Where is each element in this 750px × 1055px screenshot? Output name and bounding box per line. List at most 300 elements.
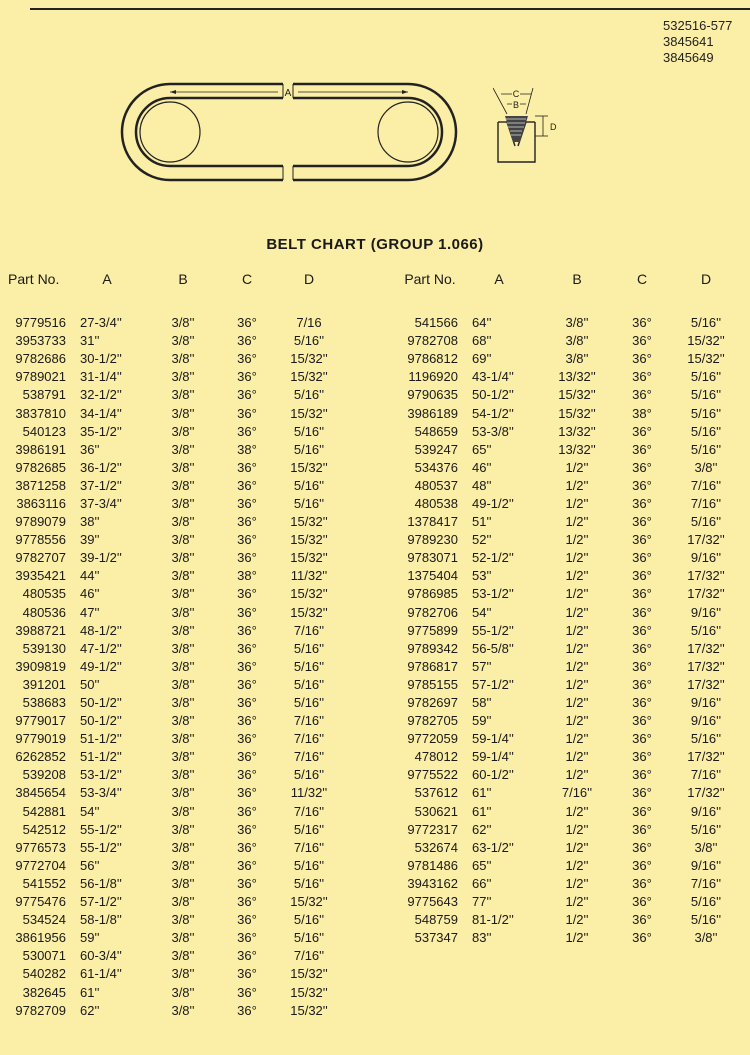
dimension-b-cell: 3/8'' xyxy=(171,713,195,729)
dimension-c-cell: 36° xyxy=(632,622,652,638)
table-row xyxy=(8,404,342,422)
dimension-c-cell: 36° xyxy=(632,839,652,855)
table-row xyxy=(8,893,342,911)
dimension-c-cell: 36° xyxy=(632,387,652,403)
table-row xyxy=(402,314,742,332)
dimension-c-cell: 36° xyxy=(237,713,257,729)
table-row xyxy=(402,730,742,748)
dimension-a-cell: 53-3/4'' xyxy=(80,785,122,801)
dimension-b-cell: 1/2'' xyxy=(565,604,589,620)
dimension-d-cell: 5/16'' xyxy=(690,622,722,638)
dimension-a-cell: 59-1/4'' xyxy=(472,731,514,747)
table-row xyxy=(8,350,342,368)
table-row xyxy=(402,459,742,477)
dimension-d-cell: 7/16'' xyxy=(293,948,325,964)
dimension-b-cell: 1/2'' xyxy=(565,749,589,765)
part-number-cell: 9782705 xyxy=(407,713,458,729)
dimension-b-cell: 3/8'' xyxy=(171,532,195,548)
dimension-c-cell: 38° xyxy=(237,441,257,457)
table-row xyxy=(402,640,742,658)
part-number-cell: 9775522 xyxy=(407,767,458,783)
part-number-cell: 9789230 xyxy=(407,532,458,548)
part-number-cell: 480536 xyxy=(22,604,66,620)
dimension-d-cell: 15/32'' xyxy=(290,369,328,385)
dimension-c-cell: 36° xyxy=(632,713,652,729)
part-number-cell: 9782708 xyxy=(407,333,458,349)
table-row xyxy=(402,441,742,459)
dimension-b-cell: 3/8'' xyxy=(171,894,195,910)
dimension-c-cell: 36° xyxy=(237,731,257,747)
dimension-d-cell: 15/32'' xyxy=(290,984,328,1000)
dimension-a-cell: 49-1/2'' xyxy=(80,658,122,674)
table-row xyxy=(8,368,342,386)
dimension-b-cell: 3/8'' xyxy=(171,441,195,457)
dimension-c-cell: 36° xyxy=(632,532,652,548)
table-row xyxy=(8,875,342,893)
dimension-a-cell: 61-1/4'' xyxy=(80,966,122,982)
table-row xyxy=(402,531,742,549)
dimension-a-cell: 32-1/2'' xyxy=(80,387,122,403)
dimension-b-cell: 1/2'' xyxy=(565,912,589,928)
dimension-b-cell: 3/8'' xyxy=(171,387,195,403)
dimension-d-cell: 9/16'' xyxy=(690,550,722,566)
dimension-d-cell: 15/32'' xyxy=(290,351,328,367)
dimension-b-cell: 3/8'' xyxy=(171,948,195,964)
dimension-a-cell: 59'' xyxy=(472,713,492,729)
dimension-c-cell: 36° xyxy=(237,351,257,367)
part-number-cell: 3871258 xyxy=(15,477,66,493)
table-row xyxy=(402,567,742,585)
part-number-cell: 9781486 xyxy=(407,857,458,873)
dimension-b-cell: 1/2'' xyxy=(565,713,589,729)
dimension-b-cell: 1/2'' xyxy=(565,495,589,511)
dimension-d-cell: 5/16'' xyxy=(293,821,325,837)
table-row xyxy=(402,423,742,441)
dimension-d-cell: 5/16'' xyxy=(690,423,722,439)
dimension-c-cell: 36° xyxy=(237,333,257,349)
dimension-b-cell: 15/32'' xyxy=(558,405,596,421)
dimension-a-cell: 51'' xyxy=(472,514,492,530)
dimension-b-cell: 1/2'' xyxy=(565,839,589,855)
dimension-c-cell: 36° xyxy=(632,369,652,385)
dimension-b-cell: 1/2'' xyxy=(565,875,589,891)
dimension-c-cell: 36° xyxy=(237,1002,257,1018)
dimension-a-cell: 50-1/2'' xyxy=(80,713,122,729)
column-header-b: B xyxy=(572,271,582,287)
dimension-d-cell: 17/32'' xyxy=(687,749,725,765)
dimension-c-cell: 36° xyxy=(632,803,652,819)
dimension-b-cell: 1/2'' xyxy=(565,803,589,819)
part-number-cell: 542881 xyxy=(22,803,66,819)
dimension-b-cell: 1/2'' xyxy=(565,767,589,783)
part-number-cell: 542512 xyxy=(22,821,66,837)
dimension-d-cell: 5/16'' xyxy=(690,821,722,837)
dimension-a-cell: 56-5/8'' xyxy=(472,640,514,656)
dimension-a-cell: 54-1/2'' xyxy=(472,405,514,421)
table-row xyxy=(8,857,342,875)
part-number-cell: 541566 xyxy=(414,315,458,331)
part-number-cell: 9789342 xyxy=(407,640,458,656)
table-header-row xyxy=(402,268,742,314)
part-number-cell: 480537 xyxy=(414,477,458,493)
dimension-a-cell: 51-1/2'' xyxy=(80,731,122,747)
dimension-d-cell: 11/32'' xyxy=(290,568,328,584)
dimension-b-cell: 3/8'' xyxy=(171,912,195,928)
dimension-c-cell: 36° xyxy=(632,695,652,711)
table-row xyxy=(402,911,742,929)
dimension-a-cell: 55-1/2'' xyxy=(472,622,514,638)
dimension-a-cell: 61'' xyxy=(472,785,492,801)
dimension-d-cell: 7/16'' xyxy=(690,495,722,511)
dimension-d-cell: 7/16'' xyxy=(690,875,722,891)
part-number-cell: 3861956 xyxy=(15,930,66,946)
part-number-cell: 9789021 xyxy=(15,369,66,385)
dimension-d-cell: 5/16'' xyxy=(293,387,325,403)
table-row xyxy=(8,459,342,477)
dimension-c-cell: 36° xyxy=(632,441,652,457)
dimension-c-cell: 36° xyxy=(237,423,257,439)
dimension-a-cell: 36'' xyxy=(80,441,100,457)
table-row xyxy=(8,676,342,694)
part-number-cell: 9782686 xyxy=(15,351,66,367)
dimension-a-cell: 53-3/8'' xyxy=(472,423,514,439)
dimension-d-cell: 7/16'' xyxy=(293,749,325,765)
dimension-b-cell: 1/2'' xyxy=(565,821,589,837)
dimension-c-cell: 36° xyxy=(632,459,652,475)
table-row xyxy=(402,929,742,947)
table-row xyxy=(402,332,742,350)
dimension-a-cell: 51-1/2'' xyxy=(80,749,122,765)
part-number-cell: 3909819 xyxy=(15,658,66,674)
table-row xyxy=(8,766,342,784)
dimension-a-cell: 53'' xyxy=(472,568,492,584)
table-row xyxy=(8,911,342,929)
dimension-d-cell: 7/16'' xyxy=(293,731,325,747)
table-row xyxy=(8,513,342,531)
dimension-d-cell: 3/8'' xyxy=(694,459,718,475)
dimension-a-cell: 66'' xyxy=(472,875,492,891)
part-number-cell: 548659 xyxy=(414,423,458,439)
dimension-a-cell: 34-1/4'' xyxy=(80,405,122,421)
part-number-cell: 537612 xyxy=(414,785,458,801)
dimension-a-cell: 56'' xyxy=(80,857,100,873)
column-header-d: D xyxy=(700,271,712,287)
dimension-d-cell: 7/16'' xyxy=(293,839,325,855)
table-row xyxy=(402,368,742,386)
dimension-b-cell: 1/2'' xyxy=(565,459,589,475)
dimension-a-cell: 65'' xyxy=(472,857,492,873)
part-number-cell: 9779019 xyxy=(15,731,66,747)
dimension-b-cell: 3/8'' xyxy=(171,405,195,421)
dimension-d-cell: 5/16'' xyxy=(293,658,325,674)
table-row xyxy=(402,513,742,531)
dimension-a-cell: 68'' xyxy=(472,333,492,349)
dimension-a-cell: 58'' xyxy=(472,695,492,711)
part-number-cell: 534524 xyxy=(22,912,66,928)
belt-layout-diagram xyxy=(118,80,478,185)
dimension-c-label: C xyxy=(512,89,520,99)
dimension-b-cell: 3/8'' xyxy=(171,477,195,493)
dimension-c-cell: 36° xyxy=(632,731,652,747)
column-header-b: B xyxy=(178,271,188,287)
part-number-cell: 539247 xyxy=(414,441,458,457)
table-row xyxy=(8,983,342,1001)
dimension-d-cell: 15/32'' xyxy=(290,514,328,530)
dimension-c-cell: 36° xyxy=(632,875,652,891)
table-row xyxy=(8,495,342,513)
dimension-d-cell: 15/32'' xyxy=(290,586,328,602)
dimension-d-cell: 9/16'' xyxy=(690,857,722,873)
dimension-c-cell: 36° xyxy=(632,514,652,530)
dimension-a-cell: 81-1/2'' xyxy=(472,912,514,928)
part-number-cell: 532674 xyxy=(414,839,458,855)
dimension-b-cell: 1/2'' xyxy=(565,676,589,692)
dimension-c-cell: 36° xyxy=(632,315,652,331)
dimension-b-cell: 3/8'' xyxy=(171,640,195,656)
dimension-c-cell: 36° xyxy=(632,550,652,566)
dimension-d-cell: 5/16'' xyxy=(690,441,722,457)
dimension-d-cell: 5/16'' xyxy=(293,495,325,511)
table-row xyxy=(8,622,342,640)
dimension-c-cell: 36° xyxy=(237,767,257,783)
table-row xyxy=(8,929,342,947)
dimension-a-cell: 56-1/8'' xyxy=(80,875,122,891)
part-number-cell: 548759 xyxy=(414,912,458,928)
dimension-a-cell: 43-1/4'' xyxy=(472,369,514,385)
dimension-c-cell: 36° xyxy=(632,930,652,946)
dimension-c-cell: 36° xyxy=(237,785,257,801)
dimension-a-cell: 38'' xyxy=(80,514,100,530)
dimension-a-cell: 37-1/2'' xyxy=(80,477,122,493)
column-header-a: A xyxy=(494,271,504,287)
dimension-d-cell: 7/16'' xyxy=(293,713,325,729)
dimension-a-cell: 53-1/2'' xyxy=(80,767,122,783)
dimension-c-cell: 36° xyxy=(237,821,257,837)
dimension-a-cell: 47'' xyxy=(80,604,100,620)
dimension-b-cell: 3/8'' xyxy=(171,839,195,855)
table-row xyxy=(8,1002,342,1020)
part-number-cell: 540282 xyxy=(22,966,66,982)
dimension-b-cell: 1/2'' xyxy=(565,857,589,873)
dimension-d-cell: 5/16'' xyxy=(690,405,722,421)
part-number-cell: 3953733 xyxy=(15,333,66,349)
dimension-b-cell: 15/32'' xyxy=(558,387,596,403)
dimension-b-cell: 1/2'' xyxy=(565,731,589,747)
dimension-b-cell: 1/2'' xyxy=(565,930,589,946)
dimension-c-cell: 36° xyxy=(237,894,257,910)
part-number-cell: 9775899 xyxy=(407,622,458,638)
part-number-cell: 9772317 xyxy=(407,821,458,837)
dimension-a-cell: 31-1/4'' xyxy=(80,369,122,385)
dimension-c-cell: 36° xyxy=(237,875,257,891)
dimension-b-cell: 1/2'' xyxy=(565,586,589,602)
dimension-d-cell: 15/32'' xyxy=(290,532,328,548)
dimension-d-cell: 9/16'' xyxy=(690,695,722,711)
table-row xyxy=(402,386,742,404)
dimension-d-cell: 3/8'' xyxy=(694,930,718,946)
dimension-a-cell: 35-1/2'' xyxy=(80,423,122,439)
table-row xyxy=(8,803,342,821)
part-number-cell: 539130 xyxy=(22,640,66,656)
dimension-a-cell: 59-1/4'' xyxy=(472,749,514,765)
dimension-a-cell: 54'' xyxy=(80,803,100,819)
dimension-a-cell: 48'' xyxy=(472,477,492,493)
dimension-b-cell: 3/8'' xyxy=(171,514,195,530)
dimension-c-cell: 36° xyxy=(237,387,257,403)
table-row xyxy=(402,404,742,422)
part-number-cell: 3935421 xyxy=(15,568,66,584)
part-number-cell: 3986191 xyxy=(15,441,66,457)
dimension-c-cell: 36° xyxy=(632,333,652,349)
table-row xyxy=(8,585,342,603)
dimension-c-cell: 36° xyxy=(632,658,652,674)
dimension-b-cell: 3/8'' xyxy=(171,315,195,331)
dimension-c-cell: 36° xyxy=(632,676,652,692)
dimension-c-cell: 36° xyxy=(632,423,652,439)
belt-cross-section-diagram xyxy=(493,84,563,169)
dimension-d-cell: 17/32'' xyxy=(687,785,725,801)
table-row xyxy=(402,350,742,368)
dimension-a-cell: 60-1/2'' xyxy=(472,767,514,783)
dimension-b-cell: 13/32'' xyxy=(558,369,596,385)
part-number-cell: 480538 xyxy=(414,495,458,511)
dimension-b-cell: 13/32'' xyxy=(558,423,596,439)
dimension-b-cell: 3/8'' xyxy=(171,369,195,385)
dimension-d-cell: 5/16'' xyxy=(690,369,722,385)
column-header-d: D xyxy=(303,271,315,287)
dimension-d-cell: 15/32'' xyxy=(290,894,328,910)
dimension-c-cell: 38° xyxy=(237,568,257,584)
dimension-c-cell: 36° xyxy=(237,477,257,493)
dimension-a-cell: 50'' xyxy=(80,676,100,692)
part-number-cell: 478012 xyxy=(414,749,458,765)
dimension-d-cell: 17/32'' xyxy=(687,586,725,602)
part-number-cell: 538791 xyxy=(22,387,66,403)
table-row xyxy=(8,712,342,730)
dimension-c-cell: 36° xyxy=(237,658,257,674)
dimension-d-cell: 17/32'' xyxy=(687,640,725,656)
column-header-c: C xyxy=(241,271,253,287)
part-number-cell: 3845654 xyxy=(15,785,66,801)
dimension-d-cell: 15/32'' xyxy=(290,604,328,620)
dimension-d-cell: 5/16'' xyxy=(293,875,325,891)
dimension-a-cell: 48-1/2'' xyxy=(80,622,122,638)
page-title: BELT CHART (GROUP 1.066) xyxy=(266,236,484,253)
dimension-d-cell: 3/8'' xyxy=(694,839,718,855)
dimension-a-cell: 55-1/2'' xyxy=(80,821,122,837)
dimension-b-cell: 1/2'' xyxy=(565,477,589,493)
part-number-cell: 9772704 xyxy=(15,857,66,873)
dimension-b-cell: 1/2'' xyxy=(565,550,589,566)
part-number-cell: 9775476 xyxy=(15,894,66,910)
part-number-cell: 3863116 xyxy=(16,495,66,511)
part-number-cell: 1378417 xyxy=(407,514,458,530)
table-row xyxy=(402,766,742,784)
dimension-a-cell: 58-1/8'' xyxy=(80,912,122,928)
dimension-b-cell: 1/2'' xyxy=(565,640,589,656)
dimension-c-cell: 36° xyxy=(237,604,257,620)
dimension-a-cell: 60-3/4'' xyxy=(80,948,122,964)
dimension-a-label: A xyxy=(284,88,292,99)
part-number-cell: 538683 xyxy=(22,695,66,711)
belt-table-left xyxy=(8,268,342,1020)
dimension-a-cell: 59'' xyxy=(80,930,100,946)
dimension-b-cell: 3/8'' xyxy=(171,875,195,891)
dimension-a-cell: 31'' xyxy=(80,333,100,349)
table-row xyxy=(8,658,342,676)
dimension-a-cell: 50-1/2'' xyxy=(472,387,514,403)
dimension-b-cell: 3/8'' xyxy=(171,495,195,511)
part-number-cell: 391201 xyxy=(22,676,66,692)
dimension-c-cell: 36° xyxy=(237,966,257,982)
table-row xyxy=(8,604,342,622)
table-row xyxy=(402,803,742,821)
table-row xyxy=(8,441,342,459)
dimension-b-cell: 3/8'' xyxy=(171,658,195,674)
table-row xyxy=(8,839,342,857)
dimension-c-cell: 36° xyxy=(632,749,652,765)
dimension-a-cell: 55-1/2'' xyxy=(80,839,122,855)
table-row xyxy=(402,748,742,766)
table-row xyxy=(402,585,742,603)
dimension-c-cell: 36° xyxy=(632,767,652,783)
part-number-cell: 1375404 xyxy=(407,568,458,584)
dimension-a-cell: 61'' xyxy=(472,803,492,819)
dimension-b-cell: 3/8'' xyxy=(171,459,195,475)
table-header-row xyxy=(8,268,342,314)
dimension-b-cell: 3/8'' xyxy=(171,767,195,783)
dimension-a-cell: 39-1/2'' xyxy=(80,550,122,566)
dimension-c-cell: 36° xyxy=(237,405,257,421)
belt-table-right xyxy=(402,268,742,947)
dimension-b-cell: 3/8'' xyxy=(171,351,195,367)
table-row xyxy=(8,477,342,495)
part-number-cell: 3837810 xyxy=(15,405,66,421)
dimension-d-cell: 17/32'' xyxy=(687,658,725,674)
part-number-cell: 9782707 xyxy=(15,550,66,566)
part-number-cell: 9790635 xyxy=(407,387,458,403)
table-row xyxy=(402,784,742,802)
table-row xyxy=(8,549,342,567)
dimension-b-cell: 3/8'' xyxy=(171,731,195,747)
dimension-a-cell: 62'' xyxy=(80,1002,100,1018)
dimension-c-cell: 36° xyxy=(237,640,257,656)
part-number-cell: 6262852 xyxy=(15,749,66,765)
part-number-cell: 539208 xyxy=(22,767,66,783)
dimension-d-cell: 5/16'' xyxy=(690,731,722,747)
dimension-c-cell: 36° xyxy=(237,912,257,928)
dimension-c-cell: 36° xyxy=(237,369,257,385)
dimension-d-cell: 5/16'' xyxy=(293,857,325,873)
dimension-c-cell: 36° xyxy=(632,894,652,910)
part-number-cell: 382645 xyxy=(22,984,66,1000)
dimension-d-cell: 5/16'' xyxy=(293,333,325,349)
dimension-c-cell: 36° xyxy=(632,912,652,928)
table-row xyxy=(8,386,342,404)
column-header-part-no: Part No. xyxy=(8,271,60,287)
table-row xyxy=(8,314,342,332)
dimension-d-cell: 15/32'' xyxy=(290,550,328,566)
table-row xyxy=(402,821,742,839)
dimension-b-cell: 3/8'' xyxy=(565,333,589,349)
dimension-b-cell: 3/8'' xyxy=(171,604,195,620)
part-number-cell: 9779516 xyxy=(15,315,66,331)
dimension-b-cell: 1/2'' xyxy=(565,568,589,584)
dimension-d-cell: 5/16'' xyxy=(293,640,325,656)
dimension-c-cell: 38° xyxy=(632,405,652,421)
dimension-c-cell: 36° xyxy=(632,857,652,873)
part-number-cell: 9772059 xyxy=(407,731,458,747)
